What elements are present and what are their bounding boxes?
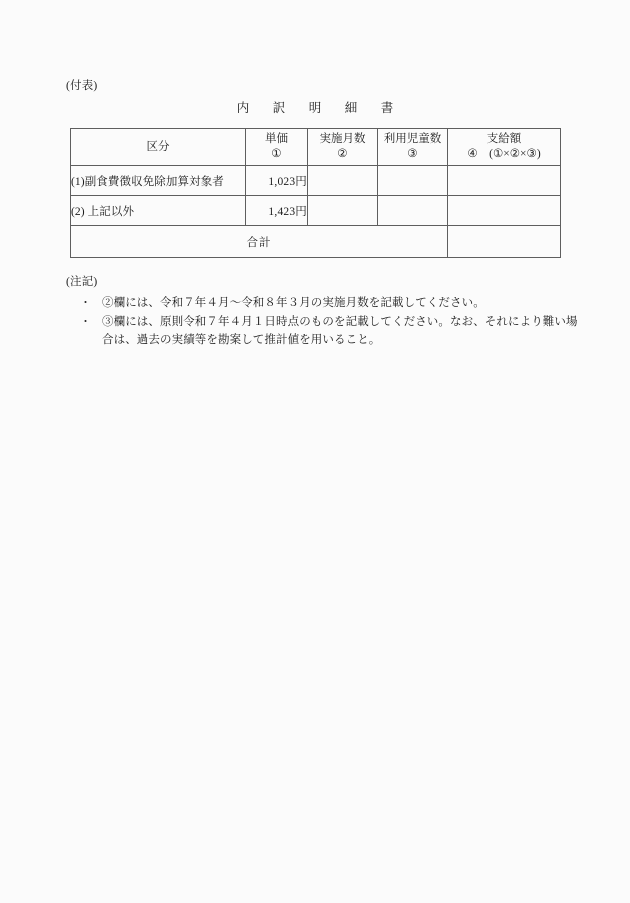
column-header-months-number: ② <box>337 148 348 160</box>
table-total-row <box>71 226 561 258</box>
attachment-label: (付表) <box>66 80 98 92</box>
column-header-unit-price <box>246 129 308 166</box>
row-children-input[interactable] <box>378 166 448 196</box>
row-amount-input[interactable] <box>448 166 561 196</box>
row-children-input[interactable] <box>378 196 448 226</box>
column-header-months <box>308 129 378 166</box>
total-amount-input[interactable] <box>448 226 561 258</box>
page-title: 内 訳 明 細 書 <box>236 101 399 115</box>
column-header-amount-label: 支給額 <box>486 133 522 145</box>
row-unit-price: 1,423円 <box>246 196 308 226</box>
table-header-row <box>71 129 561 166</box>
notes-list <box>66 294 586 350</box>
list-item <box>66 294 586 313</box>
column-header-kubun-label: 区分 <box>146 140 170 153</box>
table-row <box>71 196 561 226</box>
column-header-kubun <box>71 129 246 166</box>
note-text: ②欄には、令和７年４月～令和８年３月の実施月数を記載してください。 <box>102 297 485 309</box>
list-item <box>66 313 586 350</box>
breakdown-detail-table <box>70 128 561 258</box>
notes-heading: (注記) <box>66 276 98 288</box>
row-months-input[interactable] <box>308 196 378 226</box>
notes-section <box>66 274 586 350</box>
bullet-icon: ・ <box>80 315 92 328</box>
bullet-icon: ・ <box>80 297 92 309</box>
column-header-children <box>378 129 448 166</box>
column-header-amount <box>448 129 561 166</box>
column-header-amount-formula: ④ (①×②×③) <box>467 148 541 160</box>
row-unit-price: 1,023円 <box>246 166 308 196</box>
row-months-input[interactable] <box>308 166 378 196</box>
column-header-unit-price-number: ① <box>271 148 282 160</box>
column-header-children-number: ③ <box>407 148 418 160</box>
total-label: 合計 <box>71 226 448 258</box>
note-text: ③欄には、原則令和７年４月１日時点のものを記載してください。なお、それにより難い場合は、過去の実績等を勘案して推計値を用いること。 <box>102 315 578 346</box>
column-header-months-label: 実施月数 <box>319 133 366 145</box>
row-amount-input[interactable] <box>448 196 561 226</box>
column-header-children-label: 利用児童数 <box>383 133 442 145</box>
row-label: (1)副食費徴収免除加算対象者 <box>71 166 246 196</box>
table-row <box>71 166 561 196</box>
row-label: (2) 上記以外 <box>71 196 246 226</box>
column-header-unit-price-label: 単価 <box>265 133 288 145</box>
